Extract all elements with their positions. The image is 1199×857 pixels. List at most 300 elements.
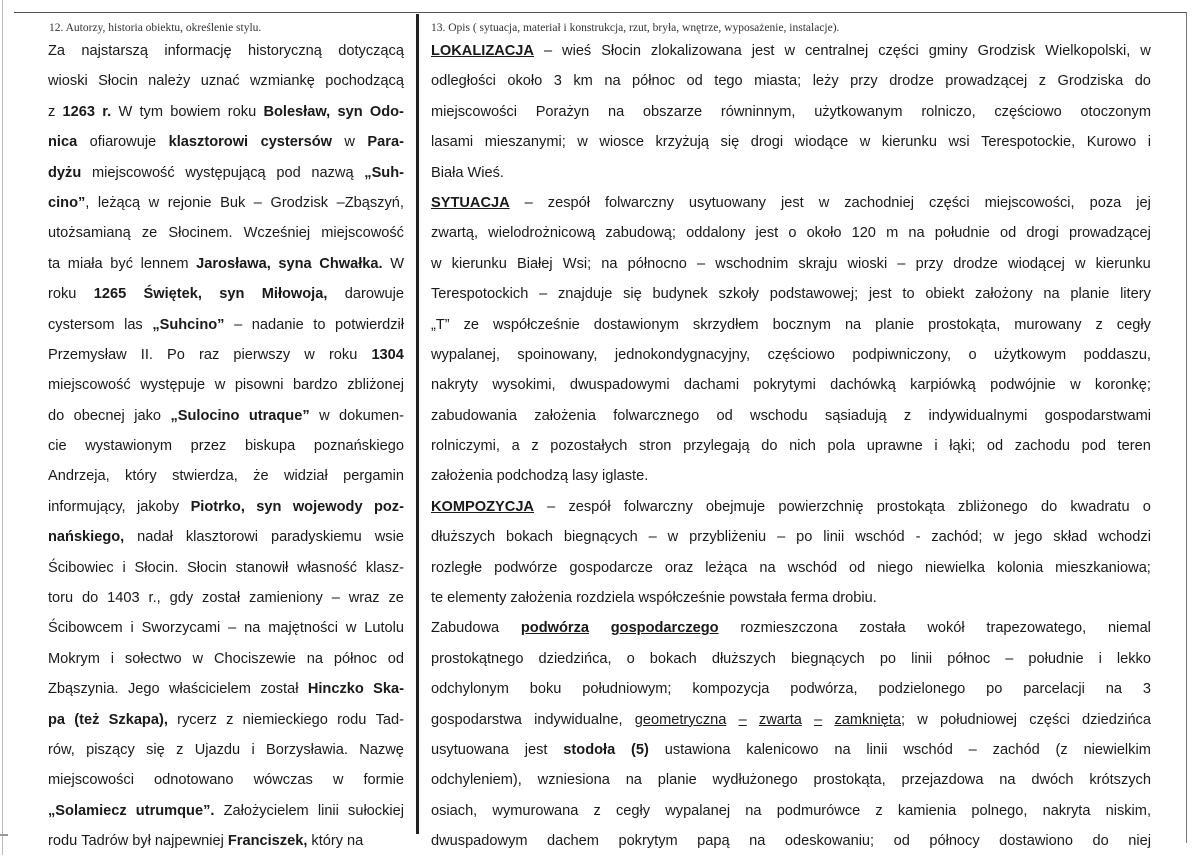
word: po [879, 650, 897, 667]
word: miasta; [754, 73, 802, 90]
word: i [130, 620, 134, 637]
word: „Solamiecz [48, 802, 127, 819]
word: dłuższych [711, 650, 776, 667]
word: tego [714, 73, 743, 90]
word: niskim, [1105, 802, 1151, 819]
word: nazwą [311, 164, 354, 181]
word: jest [751, 43, 775, 59]
word: utraque” [248, 407, 310, 424]
word: r., [148, 590, 161, 607]
word: z [48, 103, 56, 120]
word: wypalanej [665, 802, 731, 819]
word: – [253, 194, 262, 211]
word: zachodniej [844, 194, 915, 211]
word: cystersom [48, 316, 115, 333]
word: wraz [348, 590, 380, 607]
description-line [431, 158, 1151, 188]
word: geometryczna [634, 711, 727, 728]
word: założenia [510, 590, 573, 607]
word: podwórze [494, 559, 558, 576]
word: w [192, 650, 204, 667]
word: wzmiankę [250, 73, 315, 90]
word: przejazdowa [901, 772, 984, 789]
word: kalenicowo [746, 741, 819, 758]
word: podwórza [520, 620, 589, 637]
word: na [347, 833, 364, 850]
word: jako [134, 407, 162, 424]
word: przy [915, 255, 944, 272]
word: założenia [431, 468, 493, 485]
word: syna [278, 255, 312, 272]
word: miejscowości [48, 772, 134, 789]
history-line [48, 66, 404, 96]
word: kolonia [996, 559, 1044, 576]
word: dokumen- [339, 407, 404, 424]
word: jego [1014, 529, 1043, 546]
word: dostawionym [593, 316, 679, 333]
word: wiodącej [1008, 255, 1065, 272]
word: leżącą [97, 194, 141, 211]
column-divider [416, 14, 419, 834]
word: z [875, 802, 883, 819]
word: informację [164, 43, 232, 59]
word: 1263 [62, 103, 96, 120]
word: równinnym, [720, 103, 796, 120]
history-line [48, 310, 404, 340]
word: podmurówce [776, 802, 861, 819]
word: Nazwę [359, 741, 404, 758]
word: Franciszek, [227, 833, 308, 850]
word: zamknięta; [834, 711, 906, 728]
word: Ska- [373, 681, 404, 698]
word: toru [48, 590, 74, 607]
word: znajduje [557, 286, 613, 303]
history-line [48, 158, 404, 188]
history-line [48, 36, 404, 66]
word: w [344, 134, 355, 151]
word: z [593, 802, 601, 819]
word: po [986, 681, 1003, 698]
word: prostokąta [876, 498, 945, 515]
description-line [431, 279, 1151, 309]
word: dostawiono [999, 833, 1073, 850]
word: części [1029, 711, 1070, 728]
word: zbliżonego [958, 498, 1028, 515]
history-line [48, 583, 404, 613]
word: w [859, 134, 871, 151]
word: W [390, 255, 404, 272]
word: bocznym [772, 316, 831, 333]
word: Wielkopolski, [1045, 43, 1131, 59]
word: południe [1028, 650, 1084, 667]
description-line [431, 705, 1151, 735]
word: gospodarstwami [1044, 407, 1151, 424]
description-line [431, 188, 1151, 218]
word: ze [141, 225, 158, 242]
word: biskupa [244, 438, 296, 455]
word: linii [866, 741, 888, 758]
word: parcelacji [1023, 681, 1085, 698]
word: ze [463, 316, 480, 333]
word: uznać [200, 73, 240, 90]
word: Sworzycami [141, 620, 221, 637]
word: Chociszewie [213, 650, 296, 667]
word: północy [929, 833, 980, 850]
word: widział [283, 468, 328, 485]
word: zachód; [931, 529, 983, 546]
word: na [1105, 681, 1123, 698]
word: niej [1128, 833, 1151, 850]
word: do [82, 590, 99, 607]
word: w [818, 194, 830, 211]
word: pierwszy [233, 346, 291, 363]
word: Odo- [369, 103, 404, 120]
word: (też [74, 711, 100, 728]
word: Terespotockich [431, 286, 529, 303]
word: wzniesiona [537, 772, 610, 789]
word: z [1095, 316, 1103, 333]
description-line [431, 826, 1151, 856]
word: na [749, 833, 766, 850]
word: – [547, 498, 556, 515]
word: Wsi; [562, 255, 592, 272]
word: odnotowano [154, 772, 234, 789]
word: najpewniej [154, 833, 224, 850]
word: od [1000, 225, 1017, 242]
word: na [607, 103, 625, 120]
word: Założycielem [223, 802, 309, 819]
word: rozległe [431, 559, 483, 576]
word: w [993, 529, 1004, 546]
word: został [260, 681, 299, 698]
word: rejonie [167, 194, 212, 211]
word: Andrzeja, [48, 468, 110, 485]
word: paradyskiemu [270, 529, 362, 546]
word: na [306, 650, 323, 667]
word: od [893, 833, 910, 850]
word: z [903, 407, 912, 424]
word: „Suh- [364, 164, 404, 181]
word: prostokątnego [431, 650, 524, 667]
word: folwarczny [623, 498, 693, 515]
word: tym [139, 103, 163, 120]
word: podzielonego [878, 681, 966, 698]
word: Grodzisk [270, 194, 329, 211]
word: wiosce [599, 134, 644, 151]
word: dziedzińca, [538, 650, 612, 667]
history-line [48, 735, 404, 765]
word: rodu [48, 833, 78, 850]
word: „Sulocino [170, 407, 240, 424]
word: 3 [553, 73, 562, 90]
word: na [745, 802, 762, 819]
word: prowadzącej [1068, 225, 1151, 242]
word: polnego, [971, 802, 1028, 819]
word: w [1140, 43, 1151, 59]
history-line [48, 370, 404, 400]
word: usytuowany [688, 194, 766, 211]
word: jest [780, 194, 804, 211]
word: poznańskiego [313, 438, 404, 455]
word: jest [868, 286, 892, 303]
word: leżąca [705, 559, 748, 576]
word: niewielka [924, 559, 985, 576]
word: poza [1089, 194, 1122, 211]
word: drogi [750, 134, 784, 151]
word: do [761, 438, 778, 455]
word: niemal [1107, 620, 1151, 637]
word: planie [1070, 286, 1110, 303]
word: – [738, 711, 747, 728]
word: miała [67, 255, 103, 272]
word: to [313, 316, 326, 333]
scan-edge-left [2, 0, 3, 855]
word: pokrytym [618, 833, 678, 850]
history-line [48, 644, 404, 674]
word: papą [697, 833, 730, 850]
word: Hinczko [307, 681, 364, 698]
word: Para- [367, 134, 404, 151]
word: współcześnie [493, 316, 580, 333]
word: – [968, 741, 977, 758]
word: Zabudowa [431, 620, 500, 637]
word: potwierdził [335, 316, 404, 333]
history-line [48, 674, 404, 704]
word: drodze [889, 73, 934, 90]
history-line [48, 796, 404, 826]
word: sułockiej [348, 802, 404, 819]
word: dwuspadowym [431, 833, 528, 850]
word: Słocinem. [168, 225, 233, 242]
word: dwuspadowymi [569, 377, 670, 394]
form-border-right [1186, 12, 1187, 843]
description-line [431, 127, 1151, 157]
word: do [1134, 73, 1151, 90]
word: być [110, 255, 134, 272]
word: i [1147, 134, 1151, 151]
word: mieszkaniowa; [1055, 559, 1151, 576]
word: cystersów [260, 134, 332, 151]
history-line [48, 705, 404, 735]
word: Słocin [601, 43, 641, 59]
word: przylegają [683, 438, 750, 455]
word: – [331, 590, 340, 607]
word: miejscowość [91, 164, 175, 181]
word: na [999, 772, 1016, 789]
word: Słocin [187, 559, 227, 576]
word: budynek [652, 286, 708, 303]
word: podwójnie [990, 377, 1056, 394]
word: –Zbąszyń, [336, 194, 404, 211]
word: linii [823, 529, 845, 546]
word: nadanie [251, 316, 304, 333]
word: km [573, 73, 593, 90]
word: a [511, 438, 520, 455]
word: ofiarowuje [89, 134, 157, 151]
word: z [531, 438, 539, 455]
word: niewielkim [1083, 741, 1151, 758]
word: skrzydłem [692, 316, 759, 333]
word: – [697, 255, 706, 272]
word: syn [256, 498, 282, 515]
word: Przemysław [48, 346, 127, 363]
word: ferma [790, 590, 829, 607]
word: wysokimi, [492, 377, 556, 394]
history-line [48, 431, 404, 461]
word: do [1092, 833, 1109, 850]
word: rodu [337, 711, 367, 728]
word: klasztorowi [185, 529, 259, 546]
word: obejmuje [705, 498, 766, 515]
section-13-header: 13. Opis ( sytuacja, materiał i konstrukcja, rzut, bryła, wnętrze, wyposażenie, instalacje). [431, 22, 840, 34]
description-line [431, 401, 1151, 431]
word: rozdziela [576, 590, 635, 607]
word: planie [657, 772, 697, 789]
word: od [387, 650, 404, 667]
word: zespół [568, 498, 611, 515]
word: las [124, 316, 143, 333]
word: najstarszą [81, 43, 148, 59]
history-line [48, 765, 404, 795]
description-line [431, 735, 1151, 765]
word: 3 [1142, 681, 1151, 698]
word: – [1005, 650, 1014, 667]
description-line [431, 492, 1151, 522]
word: nadał [137, 529, 173, 546]
word: z [1038, 73, 1047, 90]
word: (5) [631, 741, 649, 758]
word: na [844, 316, 862, 333]
word: bardzo [293, 377, 338, 394]
word: wojewody [292, 498, 363, 515]
word: karpiówką [910, 377, 976, 394]
word: cegły [1116, 316, 1151, 333]
word: – [814, 711, 823, 728]
word: te [431, 590, 444, 607]
history-line [48, 826, 404, 856]
word: nich [789, 438, 816, 455]
word: r. [102, 103, 112, 120]
description-line [431, 431, 1151, 461]
word: i [122, 559, 126, 576]
word: biegnących [563, 529, 638, 546]
history-line [48, 492, 404, 522]
word: ze [388, 590, 404, 607]
word: w [1074, 255, 1086, 272]
word: obszarze [642, 103, 703, 120]
word: roku [328, 346, 358, 363]
word: na [601, 255, 618, 272]
word: na [604, 73, 621, 90]
word: otoczonym [1080, 103, 1151, 120]
word: skraju [798, 255, 838, 272]
word: skład [1053, 529, 1088, 546]
word: miejscowość [48, 377, 131, 394]
scan-edge-mark [0, 834, 8, 836]
word: – [777, 529, 786, 546]
word: wioski [48, 73, 88, 90]
word: dwóch [1031, 772, 1074, 789]
word: gdy [169, 590, 194, 607]
word: wydłużonego [712, 772, 798, 789]
word: Bolesław, [263, 103, 331, 120]
word: gospodarczego [610, 620, 719, 637]
word: współcześnie [638, 590, 726, 607]
word: obiekt [925, 286, 965, 303]
word: krzyżują [655, 134, 710, 151]
word: na [625, 772, 642, 789]
word: utrumque”. [135, 802, 215, 819]
description-line [431, 36, 1151, 66]
word: wchodzi [1098, 529, 1151, 546]
word: przez [190, 438, 227, 455]
word: osiach, [431, 802, 478, 819]
word: usytuowana [431, 741, 509, 758]
word: Borzysławia. [266, 741, 348, 758]
word: lasy [572, 468, 599, 485]
word: informujący, [48, 498, 126, 515]
word: na [1043, 286, 1060, 303]
description-line [431, 249, 1151, 279]
word: na [908, 225, 925, 242]
word: dziedzińca [1082, 711, 1151, 728]
word: zachodu [1014, 438, 1070, 455]
history-line [48, 553, 404, 583]
word: cino”, [48, 194, 90, 211]
word: o [968, 346, 977, 363]
word: klasztorowi [168, 134, 249, 151]
word: kierunku [881, 134, 937, 151]
word: użytkowanym [814, 103, 903, 120]
word: Ujazdu [194, 741, 241, 758]
word: odeskowaniu; [784, 833, 875, 850]
history-line [48, 613, 404, 643]
word: poz- [373, 498, 404, 515]
word: należy [148, 73, 191, 90]
word: sołectwo [124, 650, 182, 667]
word: indywidualnymi [928, 407, 1028, 424]
word: – [228, 620, 237, 637]
word: części [929, 194, 970, 211]
word: Ścibowiec [48, 559, 114, 576]
word: nakryty [431, 377, 479, 394]
word: Miłowoja, [261, 286, 328, 303]
word: klasz- [365, 559, 404, 576]
word: 1304 [371, 346, 404, 363]
word: do [1040, 498, 1058, 515]
word: Słocin [98, 73, 138, 90]
word: Białej [516, 255, 553, 272]
word: jakoby [136, 498, 180, 515]
word: odchylonym [431, 681, 509, 698]
word: folwarczny [604, 194, 674, 211]
word: jednokondygnacyjny, [614, 346, 751, 363]
word: roku [227, 103, 257, 120]
description-line [431, 66, 1151, 96]
word: od [849, 559, 866, 576]
word: niemieckiego [242, 711, 328, 728]
word: założony [975, 286, 1033, 303]
word: w [214, 377, 226, 394]
word: rów, [48, 741, 75, 758]
word: w [667, 529, 679, 546]
word: stodoła [563, 741, 616, 758]
word: wypalanej, [431, 346, 500, 363]
history-line [48, 279, 404, 309]
word: niego [877, 559, 913, 576]
word: przybliżeniu [689, 529, 767, 546]
word: kamienia [897, 802, 957, 819]
